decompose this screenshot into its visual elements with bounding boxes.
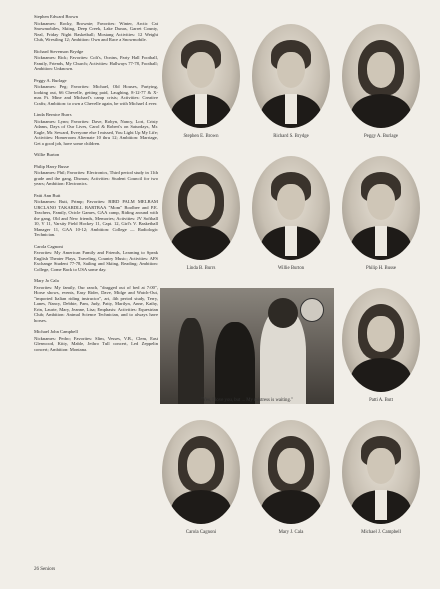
portrait-photo [342,156,420,260]
bio-name: Michael John Campbell [34,329,78,334]
portrait-photo [162,24,240,128]
portrait-photo [252,24,330,128]
clock-in-photo [300,298,324,322]
bio-column [34,14,158,358]
bio-text: Nicknames: Rick; Favorites: Colt's, Ocnins, Party Hall Football, Family, Friends, My Church; Activities: Hallways 77-78, Football; Ambition: Unknown. [34,55,158,71]
portrait-caption: Michael J. Campbell [361,530,401,535]
bio-text: Nicknames: Phil; Favorites: Electronics, Third period study in 11th grade and the gang, Dismas; Activities: Student Council for two years; Ambition: Electronics. [34,170,158,186]
portrait [252,24,330,139]
portrait [162,420,240,535]
bio-entry [34,244,158,273]
bio-entry [34,78,158,107]
bio-entry [34,112,158,146]
bio-entry [34,278,158,323]
bio-name: Peggy A. Burlage [34,77,67,83]
portrait-caption: Willie Burton [277,266,305,271]
bio-name: Stephen Edward Brown [34,14,78,19]
portrait-caption: Linda B. Burrs [186,266,216,271]
bio-name: Richard Stevenson Brydge [34,48,84,54]
bio-entry [34,329,158,352]
bio-entry [34,164,158,187]
bio-text: Nicknames: Peg; Favorites: Michael, Old Houses, Partying, looking out, 66 Chevelle, getting paid, Laughing, 8-12-77 & X-mas Ft. Mine and Michael's camp crisis; Activities: Creative Crafts; Ambition: to own a Chevelle again, be with Michael 4 ever. [34,84,158,106]
page-number: 26 Seniors [34,567,56,572]
bio-entry [34,14,158,43]
portrait-caption: Carola Cagnoni [185,530,217,535]
bio-entry [34,49,158,72]
bio-text: Nicknames: Butt, Primp; Favorites: BIRD PALM MELBAM URCLANO TAKARDLL BARTBAA "Mom" Boolbee and P.E. Teachers, Family, Ocicle Games, GAA camp, Riding around with the gang, Old and New friends, Memories; Activities: JV Softball 10, V 11, Varsity Field Hockey 11, Capt. 12, Girl's V. Basketball Manager 11, GAA 10-12; Ambition: College — Radiologic Technician. [34,199,158,237]
portrait [162,156,240,271]
bio-text: Favorites: My family, Our ranch, "dragged out of bed at 7:00", Horse shows, events, Easy Rider, Dave, Midge and Watch-Out, "imported Italian riding instructor", art, 4th period study, Terry, Lanes, Nancy, Debbie, Pam, Judy, Patty, Marilyn, Anne, Kathy, Erin, Laurie, Mary, Jeanne, Lisa; Emphasis: Activities: Equestrian Club; Ambition: Animal Science Technician, and to always have horses. [34,284,158,323]
portrait [162,24,240,139]
bio-name: Mary Jo Cala [34,278,59,283]
portrait-photo [342,24,420,128]
portrait [252,156,330,271]
portrait-caption: Richard S. Brydge [273,134,309,139]
candid-photo [160,288,334,404]
bio-text: Nicknames: Lynn; Favorites: Dave, Robyn, Nancy, Lori, Cristy Adams, Days of Our Lives, Carol & Robert's on Saturdays, Mr. Eagle, Mr. Seward, Everyone else I missed, You Light Up My Life; Activities: Homeroom Alternate 10 thru 12; Ambition: Marriage, Get a good job, have some children. [34,118,159,146]
portrait [342,24,420,139]
portrait-caption: Patti A. Butt [369,398,393,403]
portrait [252,420,330,535]
portrait [342,156,420,271]
bio-name: Philip Harry Busse [34,163,69,169]
portrait [342,288,420,403]
portrait-photo [252,156,330,260]
bio-text: Nicknames: Pedro; Favorites: Slim, Vesses, V.B., Clem, East Glenwood, Kitty, Mable, Jethro Tull concert, Led Zeppelin concert; Ambition: Montana. [34,335,158,352]
portrait-photo [162,420,240,524]
portrait-caption: Peggy A. Burlage [364,134,398,139]
bio-entry [34,193,158,238]
bio-name: Linda Bernice Burrs [34,112,72,117]
portrait-caption: Stephen E. Brown [183,134,219,139]
portrait-caption: Philip H. Busse [366,266,396,271]
portrait-photo [162,156,240,260]
portrait [342,420,420,535]
portrait-caption: Mary J. Cala [278,530,304,535]
bio-name: Carola Cagnoni [34,243,63,249]
bio-text: Nicknames: Rocky, Brownie; Favorites: Winter, Arctic Cat Snowmobiles, Skiing, Deep Creek, Lake Dunas, Garret County, Neal, Friday Night Basketball; Mostang Activities: 12 Weight Club, Wrestling 12; Ambition: Own and Race a Snowmobile. [34,20,158,42]
portrait-photo [342,288,420,392]
bio-name: Willie Burton [34,152,60,157]
portrait-photo [252,420,330,524]
bio-entry [34,152,158,158]
bio-name: Patti Ann Butt [34,192,61,198]
bio-text: Favorites: My American Family and Friends, Learning to Speak English Theater Plays, Traveling, Country Music; Activities: AFS Exchange Student 77-78, Sailing and Skiing, Reading; Ambition: College, Come Back to USA some day. [34,250,158,272]
portrait-photo [342,420,420,524]
candid-caption: "Yes, I love you, but ... My mistress is waiting." [200,398,294,403]
